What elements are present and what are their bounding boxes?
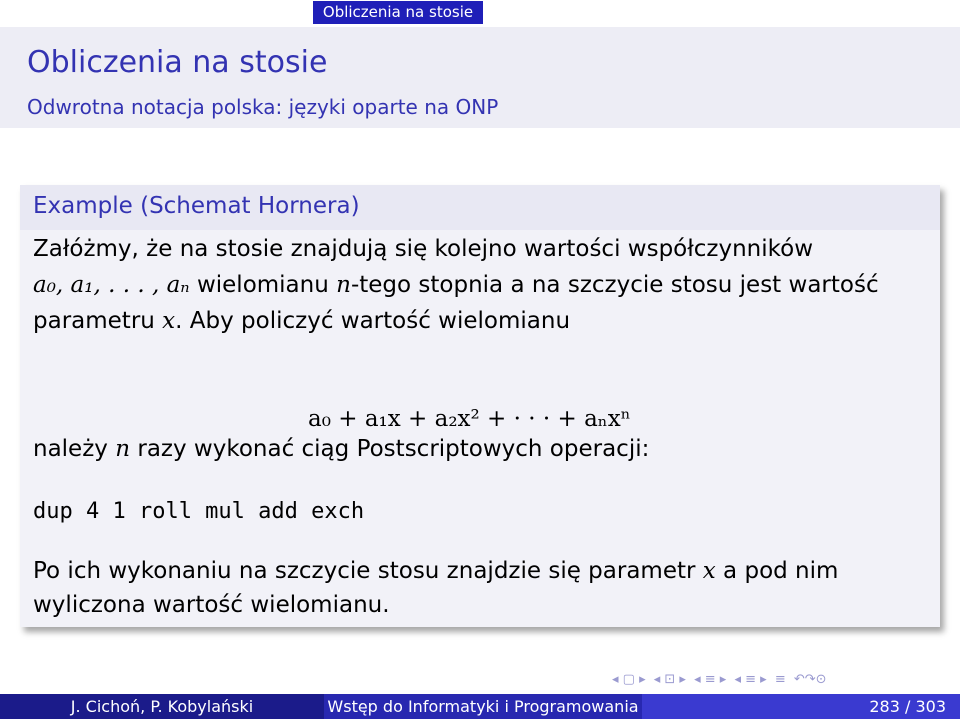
x-variable-2: x — [702, 558, 716, 584]
example-block-body — [20, 230, 940, 627]
paragraph-line-6: wyliczona wartość wielomianu. — [33, 592, 390, 618]
line5-b: a pod nim — [715, 558, 839, 584]
line3-text: parametru — [33, 308, 163, 334]
section-label[interactable]: Obliczenia na stosie — [313, 1, 483, 24]
footer-authors: J. Cichoń, P. Kobylański — [0, 694, 324, 719]
frame-title: Obliczenia na stosie — [27, 45, 328, 80]
n-variable-2: n — [115, 436, 131, 462]
beamer-navigation — [612, 672, 957, 692]
frame-subtitle: Odwrotna notacja polska: języki oparte na ONP — [27, 95, 499, 119]
coefficients-math: a₀, a₁, . . . , aₙ — [33, 272, 190, 298]
n-variable: n — [336, 272, 351, 298]
paragraph-line-2 — [33, 272, 879, 299]
frame-title-bar — [0, 27, 960, 128]
paragraph-line-3 — [33, 308, 570, 335]
line2-text-a: wielomianu — [189, 272, 337, 298]
footer-course: Wstęp do Informatyki i Programowania — [324, 694, 642, 719]
example-block — [20, 185, 940, 627]
paragraph-line-4 — [33, 436, 649, 463]
footer-bar — [0, 694, 960, 719]
paragraph-line-1: Załóżmy, że na stosie znajdują się kolejno wartości współczynników — [33, 236, 814, 262]
nav-section-icon[interactable]: ◂ ≡ ▸ — [694, 672, 727, 687]
nav-search-icon[interactable]: ↶↷⊙ — [793, 672, 827, 687]
nav-frame-icon[interactable]: ◂ ▢ ▸ — [612, 672, 646, 687]
nav-part-icon[interactable]: ◂ ≡ ▸ — [734, 672, 767, 687]
line3-rest: . Aby policzyć wartość wielomianu — [175, 308, 571, 334]
line4-b: razy wykonać ciąg Postscriptowych operacji: — [130, 436, 650, 462]
nav-subsection-icon[interactable]: ◂ ⊡ ▸ — [653, 672, 686, 687]
x-variable: x — [162, 308, 176, 334]
example-title: Example (Schemat Hornera) — [33, 193, 360, 219]
example-block-header — [20, 185, 940, 230]
polynomial-equation: a₀ + a₁x + a₂x² + · · · + aₙxⁿ — [308, 406, 631, 432]
line2-text-b: -tego stopnia a na szczycie stosu jest wartość — [350, 272, 879, 298]
paragraph-line-5 — [33, 558, 838, 585]
header-bar — [0, 0, 960, 27]
postscript-code: dup 4 1 roll mul add exch — [33, 499, 365, 524]
page-number: 283 / 303 — [869, 697, 946, 716]
footer-page — [642, 694, 960, 719]
nav-toc-icon[interactable]: ≡ — [774, 672, 786, 687]
line4-a: należy — [33, 436, 116, 462]
line5-a: Po ich wykonaniu na szczycie stosu znajdzie się parametr — [33, 558, 703, 584]
